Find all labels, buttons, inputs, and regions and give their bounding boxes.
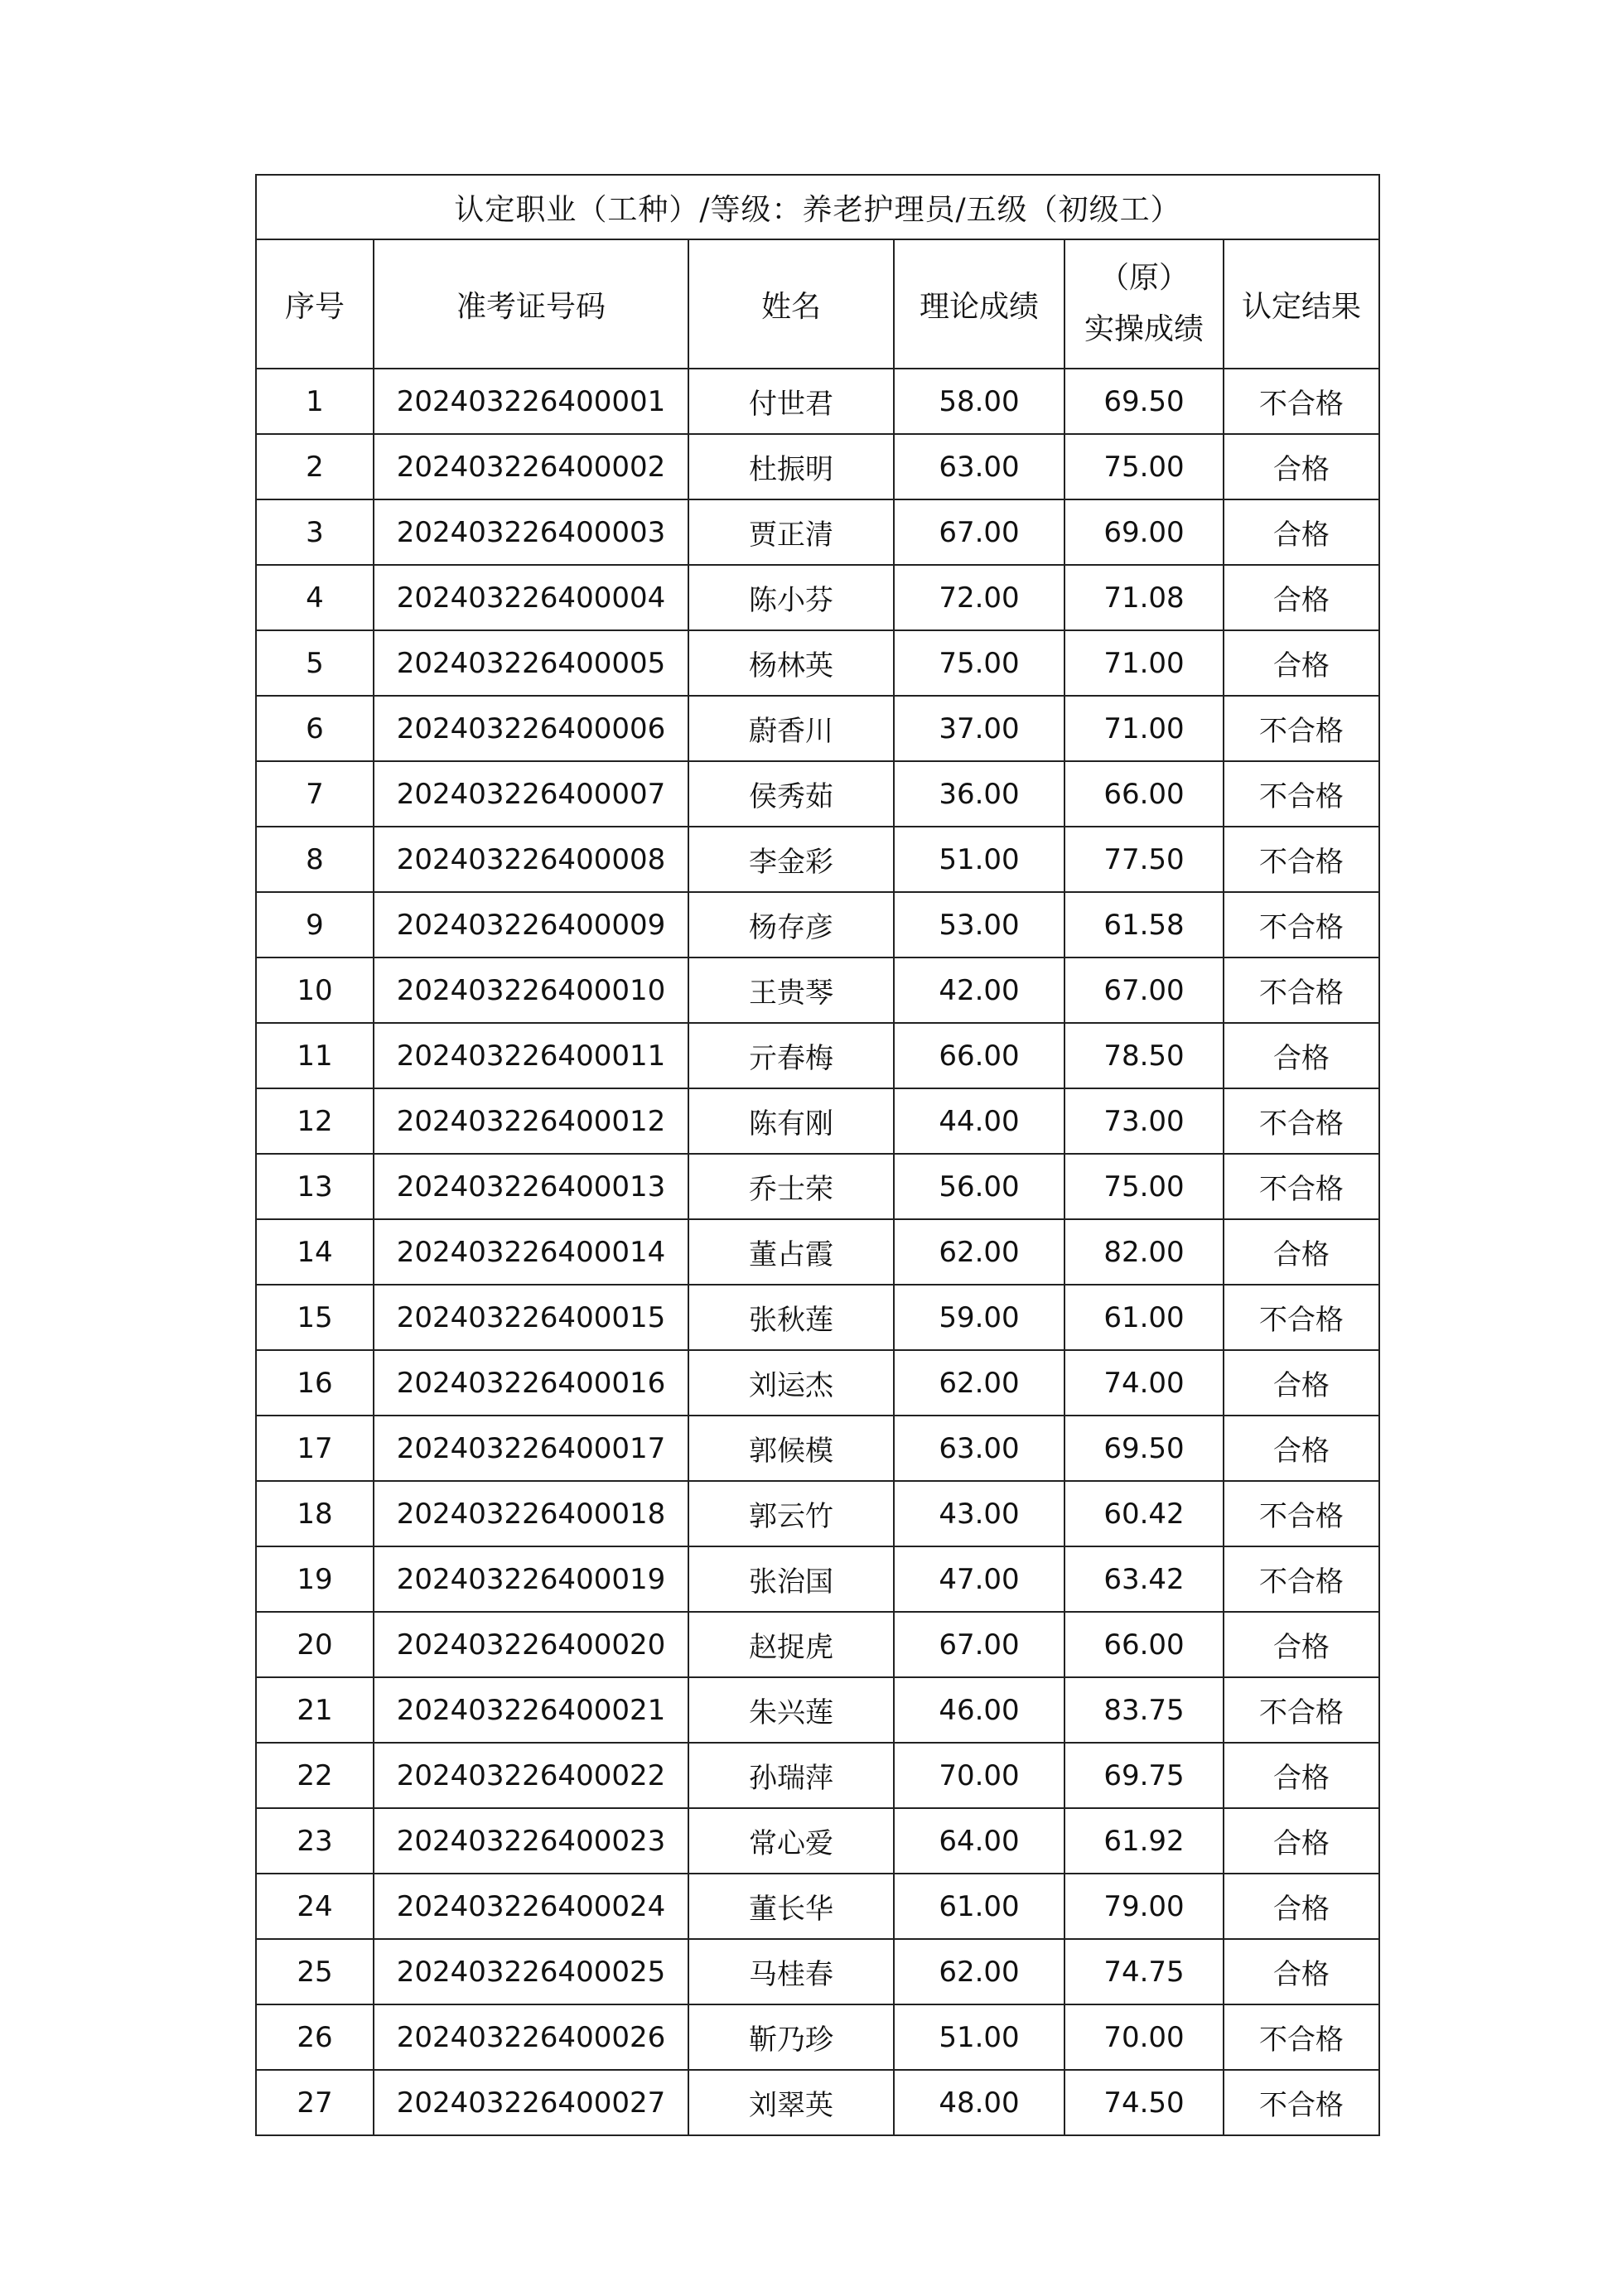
header-seq: 序号 xyxy=(256,239,374,369)
table-row xyxy=(256,1677,1379,1743)
cell-ticket-number: 202403226400010 xyxy=(374,957,688,1023)
cell-practical-score: 74.00 xyxy=(1064,1350,1224,1416)
cell-name: 董长华 xyxy=(688,1874,894,1939)
cell-name: 贾正清 xyxy=(688,499,894,565)
cell-seq: 8 xyxy=(256,827,374,892)
cell-result: 合格 xyxy=(1224,1743,1379,1808)
cell-theory-score: 36.00 xyxy=(894,761,1064,827)
cell-ticket-number: 202403226400006 xyxy=(374,696,688,761)
table-row xyxy=(256,565,1379,630)
table-row xyxy=(256,1939,1379,2004)
cell-practical-score: 61.92 xyxy=(1064,1808,1224,1874)
cell-seq: 2 xyxy=(256,434,374,499)
cell-seq: 20 xyxy=(256,1612,374,1677)
cell-theory-score: 62.00 xyxy=(894,1219,1064,1285)
cell-practical-score: 75.00 xyxy=(1064,434,1224,499)
cell-seq: 23 xyxy=(256,1808,374,1874)
cell-theory-score: 51.00 xyxy=(894,2004,1064,2070)
cell-practical-score: 69.50 xyxy=(1064,369,1224,434)
cell-ticket-number: 202403226400015 xyxy=(374,1285,688,1350)
cell-name: 亓春梅 xyxy=(688,1023,894,1088)
cell-theory-score: 61.00 xyxy=(894,1874,1064,1939)
cell-seq: 17 xyxy=(256,1416,374,1481)
cell-name: 陈小芬 xyxy=(688,565,894,630)
table-row xyxy=(256,1546,1379,1612)
cell-seq: 14 xyxy=(256,1219,374,1285)
cell-ticket-number: 202403226400022 xyxy=(374,1743,688,1808)
cell-ticket-number: 202403226400026 xyxy=(374,2004,688,2070)
cell-seq: 3 xyxy=(256,499,374,565)
header-ticket-number: 准考证号码 xyxy=(374,239,688,369)
cell-name: 赵捉虎 xyxy=(688,1612,894,1677)
cell-ticket-number: 202403226400004 xyxy=(374,565,688,630)
certification-result-table xyxy=(255,174,1380,2136)
cell-result: 不合格 xyxy=(1224,827,1379,892)
cell-seq: 5 xyxy=(256,630,374,696)
cell-seq: 24 xyxy=(256,1874,374,1939)
cell-seq: 26 xyxy=(256,2004,374,2070)
cell-ticket-number: 202403226400001 xyxy=(374,369,688,434)
cell-ticket-number: 202403226400017 xyxy=(374,1416,688,1481)
cell-name: 张秋莲 xyxy=(688,1285,894,1350)
cell-theory-score: 51.00 xyxy=(894,827,1064,892)
table-header-row xyxy=(256,239,1379,369)
cell-seq: 12 xyxy=(256,1088,374,1154)
cell-seq: 13 xyxy=(256,1154,374,1219)
cell-practical-score: 61.00 xyxy=(1064,1285,1224,1350)
cell-theory-score: 70.00 xyxy=(894,1743,1064,1808)
cell-theory-score: 37.00 xyxy=(894,696,1064,761)
header-practical-top: （原） xyxy=(1098,261,1189,296)
table-row xyxy=(256,1808,1379,1874)
cell-ticket-number: 202403226400023 xyxy=(374,1808,688,1874)
cell-practical-score: 77.50 xyxy=(1064,827,1224,892)
cell-result: 不合格 xyxy=(1224,761,1379,827)
cell-ticket-number: 202403226400003 xyxy=(374,499,688,565)
cell-practical-score: 69.75 xyxy=(1064,1743,1224,1808)
cell-ticket-number: 202403226400008 xyxy=(374,827,688,892)
cell-seq: 27 xyxy=(256,2070,374,2135)
cell-ticket-number: 202403226400019 xyxy=(374,1546,688,1612)
table-body xyxy=(256,369,1379,2135)
header-result: 认定结果 xyxy=(1224,239,1379,369)
cell-result: 合格 xyxy=(1224,1350,1379,1416)
cell-practical-score: 71.08 xyxy=(1064,565,1224,630)
cell-seq: 15 xyxy=(256,1285,374,1350)
table-row xyxy=(256,1481,1379,1546)
cell-theory-score: 63.00 xyxy=(894,434,1064,499)
cell-practical-score: 70.00 xyxy=(1064,2004,1224,2070)
cell-result: 不合格 xyxy=(1224,1285,1379,1350)
cell-name: 蔚香川 xyxy=(688,696,894,761)
cell-ticket-number: 202403226400012 xyxy=(374,1088,688,1154)
table-row xyxy=(256,434,1379,499)
header-practical-bottom: 实操成绩 xyxy=(1084,312,1204,346)
cell-seq: 10 xyxy=(256,957,374,1023)
table-row xyxy=(256,696,1379,761)
cell-theory-score: 62.00 xyxy=(894,1939,1064,2004)
cell-seq: 7 xyxy=(256,761,374,827)
table-row xyxy=(256,1219,1379,1285)
cell-ticket-number: 202403226400025 xyxy=(374,1939,688,2004)
cell-ticket-number: 202403226400011 xyxy=(374,1023,688,1088)
cell-seq: 4 xyxy=(256,565,374,630)
cell-ticket-number: 202403226400007 xyxy=(374,761,688,827)
cell-result: 合格 xyxy=(1224,1416,1379,1481)
cell-ticket-number: 202403226400002 xyxy=(374,434,688,499)
cell-name: 常心爱 xyxy=(688,1808,894,1874)
cell-theory-score: 46.00 xyxy=(894,1677,1064,1743)
cell-practical-score: 79.00 xyxy=(1064,1874,1224,1939)
cell-seq: 21 xyxy=(256,1677,374,1743)
cell-practical-score: 75.00 xyxy=(1064,1154,1224,1219)
cell-result: 不合格 xyxy=(1224,1546,1379,1612)
cell-name: 郭候模 xyxy=(688,1416,894,1481)
cell-seq: 11 xyxy=(256,1023,374,1088)
table-row xyxy=(256,630,1379,696)
cell-practical-score: 73.00 xyxy=(1064,1088,1224,1154)
cell-name: 张治国 xyxy=(688,1546,894,1612)
cell-name: 杜振明 xyxy=(688,434,894,499)
cell-theory-score: 75.00 xyxy=(894,630,1064,696)
header-name: 姓名 xyxy=(688,239,894,369)
cell-practical-score: 71.00 xyxy=(1064,630,1224,696)
cell-result: 不合格 xyxy=(1224,892,1379,957)
cell-theory-score: 64.00 xyxy=(894,1808,1064,1874)
cell-practical-score: 71.00 xyxy=(1064,696,1224,761)
cell-theory-score: 56.00 xyxy=(894,1154,1064,1219)
cell-result: 合格 xyxy=(1224,1612,1379,1677)
cell-practical-score: 60.42 xyxy=(1064,1481,1224,1546)
cell-name: 杨林英 xyxy=(688,630,894,696)
cell-ticket-number: 202403226400027 xyxy=(374,2070,688,2135)
table-row xyxy=(256,1088,1379,1154)
cell-result: 不合格 xyxy=(1224,696,1379,761)
cell-result: 不合格 xyxy=(1224,2070,1379,2135)
header-practical-score xyxy=(1064,239,1224,369)
table-row xyxy=(256,1416,1379,1481)
header-theory-score: 理论成绩 xyxy=(894,239,1064,369)
cell-seq: 1 xyxy=(256,369,374,434)
table-row xyxy=(256,1285,1379,1350)
cell-theory-score: 58.00 xyxy=(894,369,1064,434)
cell-seq: 9 xyxy=(256,892,374,957)
cell-result: 不合格 xyxy=(1224,1481,1379,1546)
table-title: 认定职业（工种）/等级：养老护理员/五级（初级工） xyxy=(256,175,1379,239)
cell-result: 不合格 xyxy=(1224,369,1379,434)
cell-theory-score: 67.00 xyxy=(894,1612,1064,1677)
cell-theory-score: 72.00 xyxy=(894,565,1064,630)
cell-name: 付世君 xyxy=(688,369,894,434)
cell-practical-score: 66.00 xyxy=(1064,1612,1224,1677)
cell-result: 合格 xyxy=(1224,630,1379,696)
cell-theory-score: 53.00 xyxy=(894,892,1064,957)
cell-seq: 18 xyxy=(256,1481,374,1546)
cell-name: 李金彩 xyxy=(688,827,894,892)
cell-practical-score: 83.75 xyxy=(1064,1677,1224,1743)
table-row xyxy=(256,1743,1379,1808)
cell-practical-score: 82.00 xyxy=(1064,1219,1224,1285)
cell-ticket-number: 202403226400014 xyxy=(374,1219,688,1285)
cell-seq: 6 xyxy=(256,696,374,761)
cell-ticket-number: 202403226400005 xyxy=(374,630,688,696)
table-row xyxy=(256,1023,1379,1088)
cell-result: 合格 xyxy=(1224,1808,1379,1874)
cell-practical-score: 74.50 xyxy=(1064,2070,1224,2135)
table-title-row xyxy=(256,175,1379,239)
cell-name: 杨存彦 xyxy=(688,892,894,957)
cell-theory-score: 47.00 xyxy=(894,1546,1064,1612)
table-row xyxy=(256,1350,1379,1416)
cell-result: 不合格 xyxy=(1224,1154,1379,1219)
cell-theory-score: 44.00 xyxy=(894,1088,1064,1154)
table-row xyxy=(256,1154,1379,1219)
cell-name: 侯秀茹 xyxy=(688,761,894,827)
cell-result: 不合格 xyxy=(1224,1088,1379,1154)
cell-practical-score: 74.75 xyxy=(1064,1939,1224,2004)
table-row xyxy=(256,892,1379,957)
table-row xyxy=(256,957,1379,1023)
cell-result: 合格 xyxy=(1224,1874,1379,1939)
cell-ticket-number: 202403226400013 xyxy=(374,1154,688,1219)
cell-ticket-number: 202403226400018 xyxy=(374,1481,688,1546)
cell-result: 合格 xyxy=(1224,565,1379,630)
cell-name: 陈有刚 xyxy=(688,1088,894,1154)
cell-theory-score: 48.00 xyxy=(894,2070,1064,2135)
cell-name: 刘翠英 xyxy=(688,2070,894,2135)
cell-seq: 25 xyxy=(256,1939,374,2004)
cell-seq: 19 xyxy=(256,1546,374,1612)
cell-result: 不合格 xyxy=(1224,1677,1379,1743)
cell-seq: 22 xyxy=(256,1743,374,1808)
cell-name: 靳乃珍 xyxy=(688,2004,894,2070)
cell-result: 合格 xyxy=(1224,1939,1379,2004)
cell-theory-score: 63.00 xyxy=(894,1416,1064,1481)
cell-name: 刘运杰 xyxy=(688,1350,894,1416)
document-page xyxy=(255,174,1378,2136)
cell-name: 孙瑞萍 xyxy=(688,1743,894,1808)
cell-theory-score: 66.00 xyxy=(894,1023,1064,1088)
cell-name: 王贵琴 xyxy=(688,957,894,1023)
cell-result: 不合格 xyxy=(1224,957,1379,1023)
cell-seq: 16 xyxy=(256,1350,374,1416)
cell-ticket-number: 202403226400021 xyxy=(374,1677,688,1743)
cell-practical-score: 69.50 xyxy=(1064,1416,1224,1481)
table-row xyxy=(256,1612,1379,1677)
cell-name: 乔士荣 xyxy=(688,1154,894,1219)
cell-practical-score: 66.00 xyxy=(1064,761,1224,827)
cell-theory-score: 42.00 xyxy=(894,957,1064,1023)
table-row xyxy=(256,761,1379,827)
cell-result: 合格 xyxy=(1224,499,1379,565)
cell-practical-score: 63.42 xyxy=(1064,1546,1224,1612)
table-row xyxy=(256,1874,1379,1939)
cell-ticket-number: 202403226400024 xyxy=(374,1874,688,1939)
cell-name: 朱兴莲 xyxy=(688,1677,894,1743)
cell-theory-score: 59.00 xyxy=(894,1285,1064,1350)
cell-theory-score: 62.00 xyxy=(894,1350,1064,1416)
cell-practical-score: 61.58 xyxy=(1064,892,1224,957)
table-row xyxy=(256,827,1379,892)
cell-ticket-number: 202403226400009 xyxy=(374,892,688,957)
table-row xyxy=(256,2004,1379,2070)
cell-ticket-number: 202403226400016 xyxy=(374,1350,688,1416)
cell-ticket-number: 202403226400020 xyxy=(374,1612,688,1677)
cell-result: 合格 xyxy=(1224,1219,1379,1285)
table-row xyxy=(256,2070,1379,2135)
cell-practical-score: 67.00 xyxy=(1064,957,1224,1023)
cell-result: 不合格 xyxy=(1224,2004,1379,2070)
table-row xyxy=(256,369,1379,434)
cell-practical-score: 78.50 xyxy=(1064,1023,1224,1088)
cell-practical-score: 69.00 xyxy=(1064,499,1224,565)
cell-name: 马桂春 xyxy=(688,1939,894,2004)
table-row xyxy=(256,499,1379,565)
cell-theory-score: 43.00 xyxy=(894,1481,1064,1546)
cell-name: 郭云竹 xyxy=(688,1481,894,1546)
cell-theory-score: 67.00 xyxy=(894,499,1064,565)
cell-name: 董占霞 xyxy=(688,1219,894,1285)
cell-result: 合格 xyxy=(1224,1023,1379,1088)
cell-result: 合格 xyxy=(1224,434,1379,499)
